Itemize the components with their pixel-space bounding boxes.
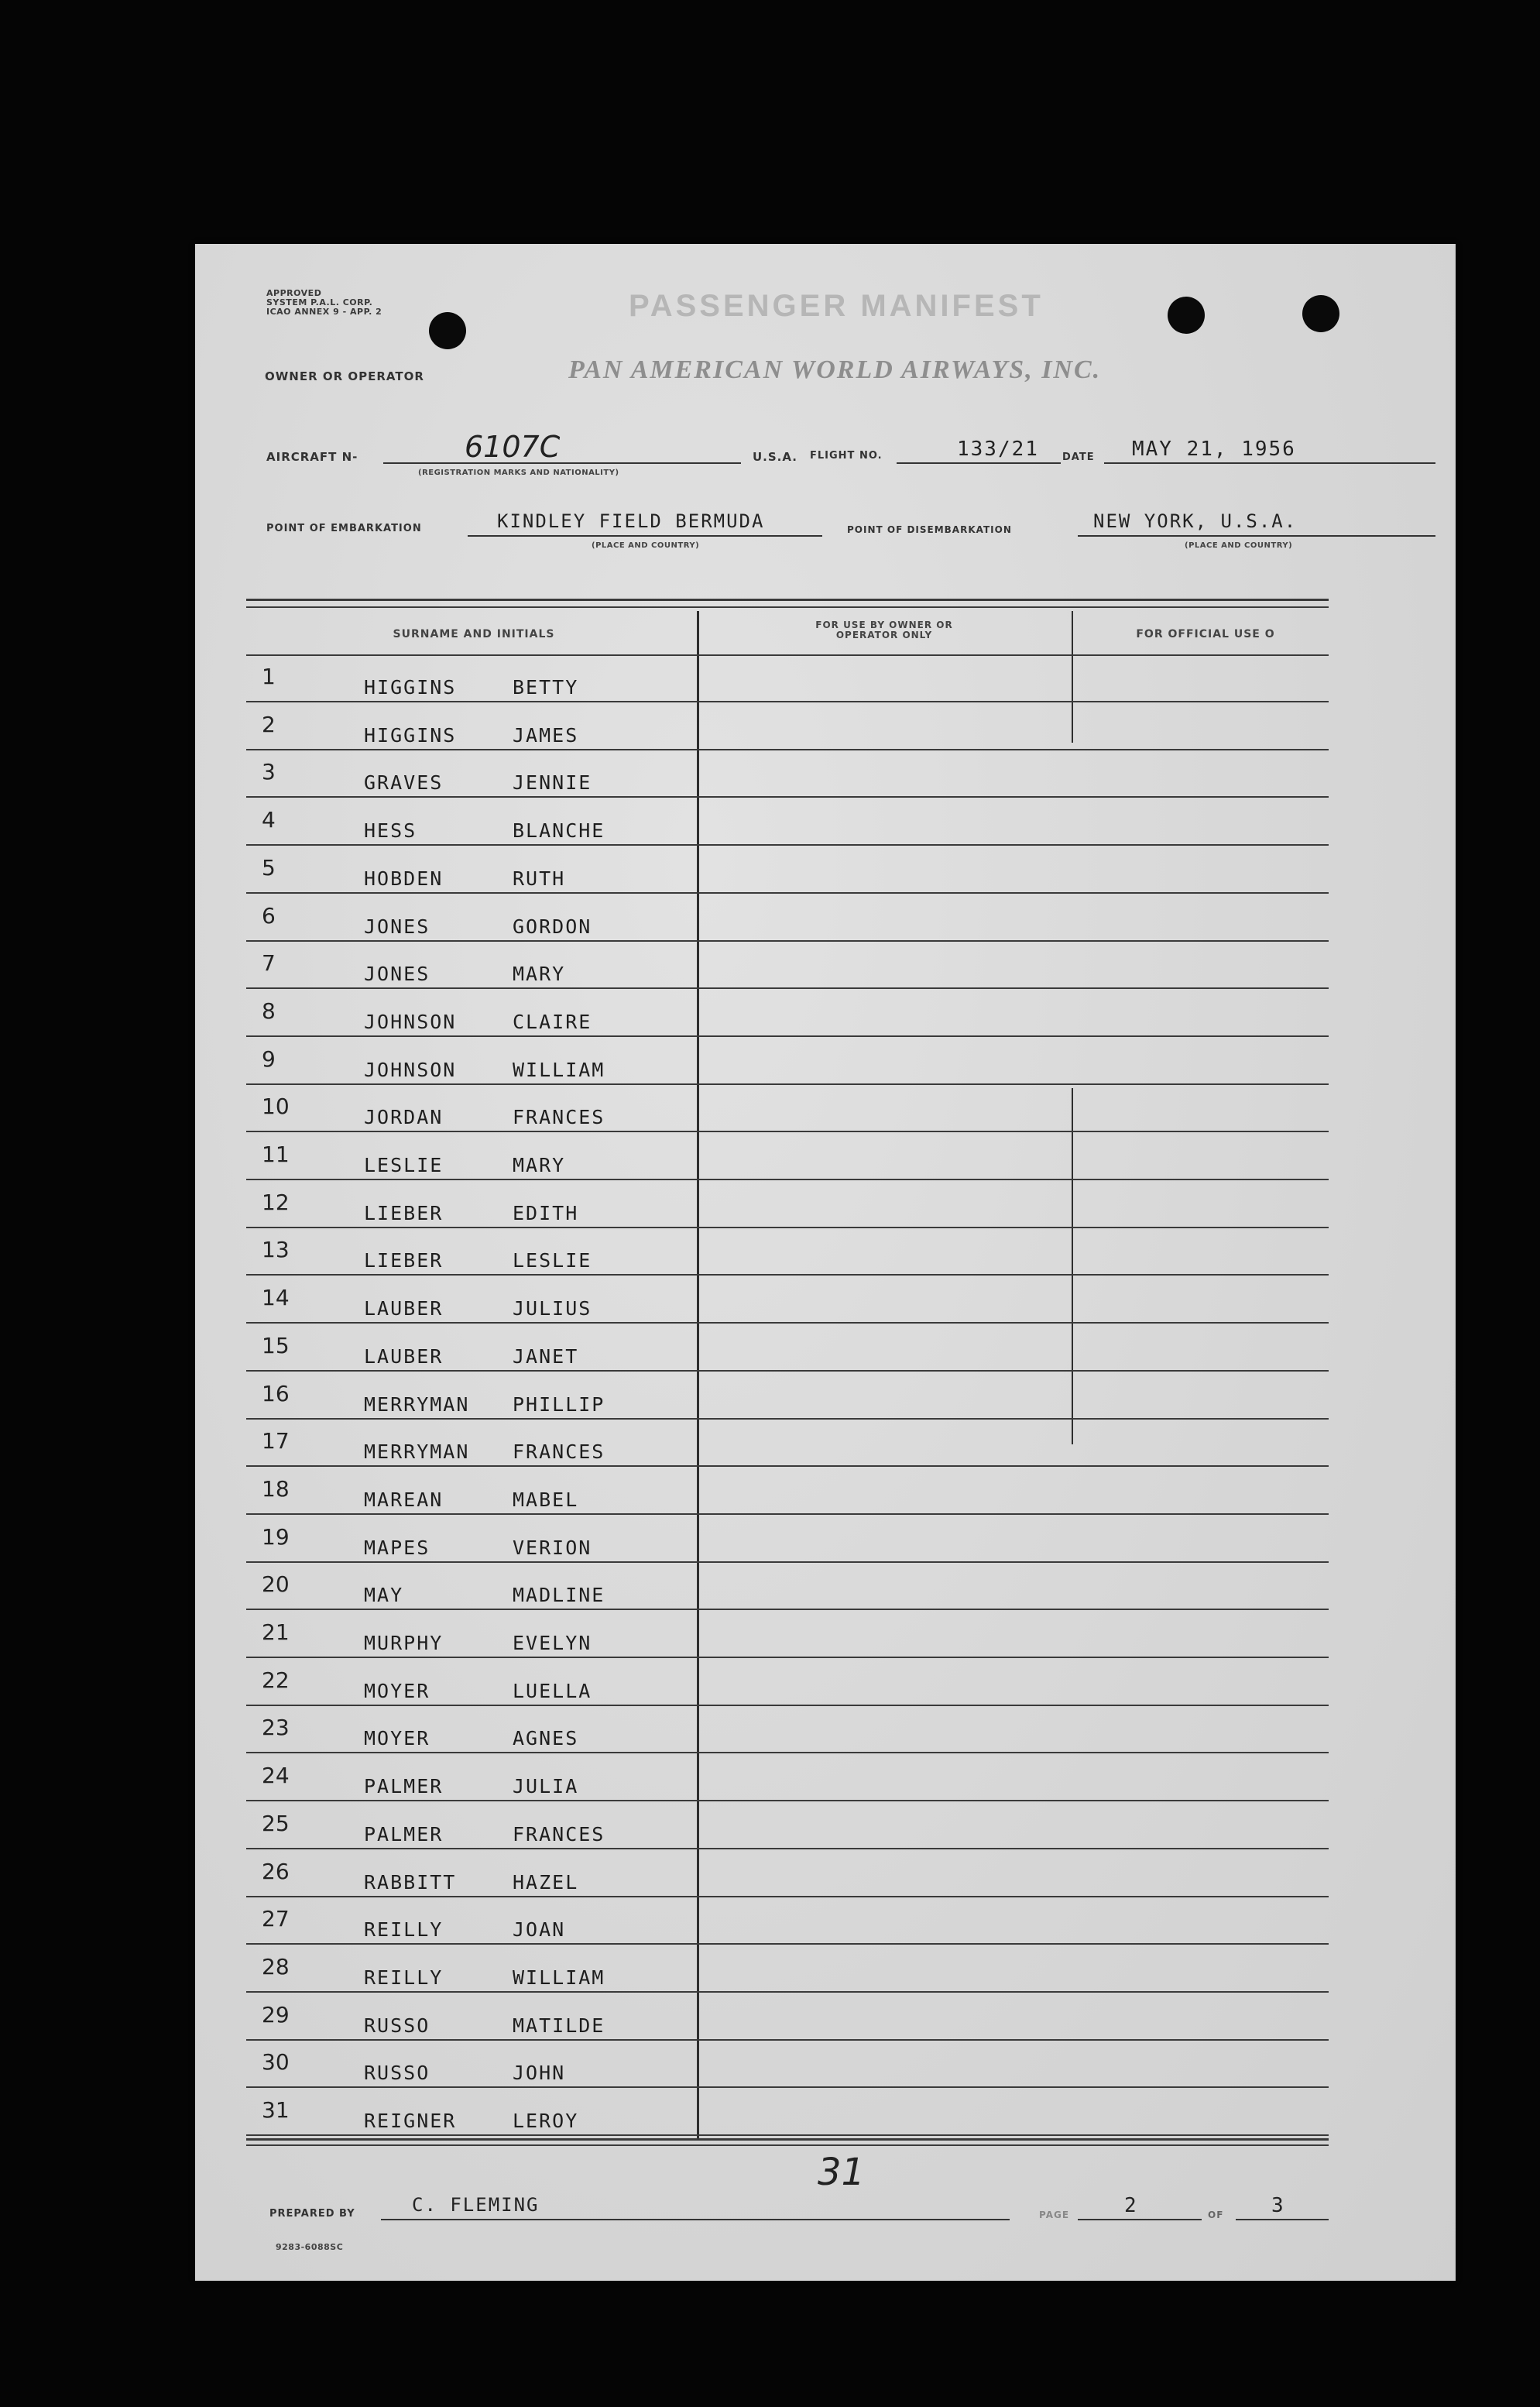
- of-label: OF: [1208, 2210, 1224, 2220]
- passenger-given-name: MADLINE: [513, 1584, 605, 1606]
- passenger-surname: REIGNER: [364, 2110, 457, 2132]
- passenger-given-name: VERION: [513, 1537, 592, 1559]
- of-value: 3: [1271, 2194, 1285, 2217]
- prepared-by-underline: [381, 2219, 1010, 2220]
- row-rule: [246, 1705, 1329, 1706]
- passenger-surname: MAY: [364, 1584, 404, 1606]
- row-rule: [246, 844, 1329, 846]
- passenger-surname: JOHNSON: [364, 1011, 457, 1033]
- row-number: 16: [262, 1381, 290, 1406]
- passenger-given-name: JOAN: [513, 1918, 566, 1941]
- flight-no-label: FLIGHT NO.: [810, 450, 883, 462]
- table-bottom-rule-2: [246, 2144, 1329, 2146]
- usa-label: U.S.A.: [753, 450, 797, 464]
- column-header-owner: FOR USE BY OWNER OR OPERATOR ONLY: [815, 620, 953, 640]
- embarkation-label: POINT OF EMBARKATION: [266, 523, 422, 534]
- passenger-surname: MAREAN: [364, 1488, 444, 1511]
- passenger-surname: REILLY: [364, 1966, 444, 1989]
- date-label: DATE: [1062, 452, 1095, 463]
- disembarkation-label: POINT OF DISEMBARKATION: [847, 524, 1012, 535]
- row-number: 2: [262, 712, 276, 737]
- passenger-surname: LAUBER: [364, 1345, 444, 1368]
- row-rule: [246, 1561, 1329, 1563]
- row-number: 22: [262, 1667, 290, 1693]
- row-number: 14: [262, 1285, 290, 1310]
- passenger-surname: MOYER: [364, 1680, 430, 1702]
- column-header-official: FOR OFFICIAL USE O: [1136, 628, 1275, 640]
- flight-no-value: 133/21: [957, 438, 1039, 461]
- approval-line: SYSTEM P.A.L. CORP.: [266, 297, 373, 307]
- row-number: 29: [262, 2002, 290, 2028]
- punch-hole-left: [429, 312, 466, 349]
- passenger-surname: MURPHY: [364, 1632, 444, 1654]
- column-header-name: SURNAME AND INITIALS: [393, 628, 555, 640]
- row-rule: [246, 749, 1329, 750]
- passenger-surname: JOHNSON: [364, 1059, 457, 1081]
- prepared-by-label: PREPARED BY: [269, 2208, 355, 2220]
- row-rule: [246, 701, 1329, 702]
- row-rule: [246, 940, 1329, 942]
- passenger-given-name: MARY: [513, 963, 566, 985]
- row-number: 23: [262, 1715, 290, 1740]
- aircraft-value: 6107C: [465, 430, 561, 464]
- passenger-surname: JORDAN: [364, 1106, 444, 1128]
- passenger-given-name: MATILDE: [513, 2014, 605, 2037]
- passenger-given-name: PHILLIP: [513, 1393, 605, 1416]
- passenger-surname: MERRYMAN: [364, 1440, 470, 1463]
- row-rule: [246, 2039, 1329, 2041]
- approval-line: ICAO ANNEX 9 - APP. 2: [266, 307, 382, 317]
- row-rule: [246, 1131, 1329, 1132]
- passenger-surname: MAPES: [364, 1537, 430, 1559]
- passenger-surname: PALMER: [364, 1775, 444, 1798]
- company-name: PAN AMERICAN WORLD AIRWAYS, INC.: [568, 355, 1102, 384]
- owner-column-divider-lower: [1072, 1088, 1073, 1444]
- passenger-given-name: JAMES: [513, 724, 579, 747]
- row-number: 31: [262, 2097, 290, 2123]
- row-number: 18: [262, 1476, 290, 1502]
- form-number: 9283-6088SC: [276, 2242, 344, 2252]
- handwritten-total: 31: [818, 2151, 866, 2194]
- row-number: 12: [262, 1190, 290, 1215]
- row-number: 4: [262, 807, 276, 833]
- row-rule: [246, 1991, 1329, 1993]
- disembarkation-caption: (PLACE AND COUNTRY): [1185, 541, 1293, 550]
- passenger-surname: LESLIE: [364, 1154, 444, 1176]
- passenger-surname: HIGGINS: [364, 676, 457, 699]
- aircraft-label: AIRCRAFT N-: [266, 450, 358, 464]
- passenger-given-name: CLAIRE: [513, 1011, 592, 1033]
- row-rule: [246, 1083, 1329, 1085]
- row-rule: [246, 1370, 1329, 1372]
- passenger-surname: REILLY: [364, 1918, 444, 1941]
- row-rule: [246, 1752, 1329, 1753]
- page-title: PASSENGER MANIFEST: [629, 289, 1044, 323]
- row-number: 21: [262, 1619, 290, 1645]
- name-column-divider: [697, 611, 699, 2138]
- disembarkation-value: NEW YORK, U.S.A.: [1093, 510, 1298, 532]
- row-number: 13: [262, 1237, 290, 1262]
- passenger-given-name: FRANCES: [513, 1823, 605, 1846]
- row-rule: [246, 1418, 1329, 1420]
- passenger-given-name: LUELLA: [513, 1680, 592, 1702]
- passenger-given-name: WILLIAM: [513, 1059, 605, 1081]
- passenger-given-name: EVELYN: [513, 1632, 592, 1654]
- passenger-given-name: EDITH: [513, 1202, 579, 1224]
- aircraft-underline: [383, 462, 741, 464]
- row-number: 20: [262, 1571, 290, 1597]
- passenger-given-name: AGNES: [513, 1727, 579, 1749]
- page-value: 2: [1124, 2194, 1138, 2217]
- punch-hole-middle: [1168, 297, 1205, 334]
- passenger-surname: JONES: [364, 963, 430, 985]
- row-rule: [246, 892, 1329, 894]
- passenger-surname: LIEBER: [364, 1202, 444, 1224]
- date-underline: [1104, 462, 1435, 464]
- passenger-given-name: MARY: [513, 1154, 566, 1176]
- passenger-given-name: BETTY: [513, 676, 579, 699]
- passenger-given-name: MABEL: [513, 1488, 579, 1511]
- row-rule: [246, 1943, 1329, 1945]
- date-value: MAY 21, 1956: [1132, 438, 1296, 461]
- passenger-surname: JONES: [364, 915, 430, 938]
- row-rule: [246, 2134, 1329, 2136]
- row-number: 30: [262, 2049, 290, 2075]
- row-number: 27: [262, 1906, 290, 1931]
- manifest-page: [195, 244, 1456, 2281]
- of-underline: [1236, 2219, 1329, 2220]
- row-number: 17: [262, 1428, 290, 1454]
- passenger-surname: PALMER: [364, 1823, 444, 1846]
- row-rule: [246, 1227, 1329, 1228]
- page-label: PAGE: [1039, 2210, 1070, 2220]
- table-top-rule-2: [246, 606, 1329, 608]
- disembarkation-underline: [1078, 535, 1435, 537]
- passenger-given-name: JULIA: [513, 1775, 579, 1798]
- flight-no-underline: [897, 462, 1061, 464]
- table-top-rule: [246, 599, 1329, 601]
- passenger-surname: RUSSO: [364, 2062, 430, 2084]
- row-number: 11: [262, 1142, 290, 1167]
- row-rule: [246, 1848, 1329, 1849]
- embarkation-underline: [468, 535, 822, 537]
- row-number: 9: [262, 1046, 276, 1072]
- passenger-given-name: JENNIE: [513, 771, 592, 794]
- table-header-rule: [246, 654, 1329, 656]
- row-rule: [246, 1800, 1329, 1801]
- embarkation-value: KINDLEY FIELD BERMUDA: [497, 510, 765, 532]
- row-number: 5: [262, 855, 276, 881]
- passenger-given-name: RUTH: [513, 867, 566, 890]
- row-rule: [246, 1896, 1329, 1897]
- passenger-given-name: JOHN: [513, 2062, 566, 2084]
- row-number: 28: [262, 1954, 290, 1980]
- passenger-surname: HESS: [364, 819, 417, 842]
- row-number: 26: [262, 1859, 290, 1884]
- passenger-given-name: JANET: [513, 1345, 579, 1368]
- row-rule: [246, 1274, 1329, 1276]
- approval-block: [266, 289, 413, 317]
- passenger-given-name: FRANCES: [513, 1440, 605, 1463]
- row-rule: [246, 2086, 1329, 2088]
- row-number: 1: [262, 664, 276, 689]
- row-number: 25: [262, 1811, 290, 1836]
- passenger-given-name: FRANCES: [513, 1106, 605, 1128]
- row-number: 15: [262, 1333, 290, 1358]
- passenger-surname: GRAVES: [364, 771, 444, 794]
- passenger-given-name: HAZEL: [513, 1871, 579, 1894]
- owner-column-divider: [1072, 611, 1073, 743]
- passenger-surname: LAUBER: [364, 1297, 444, 1320]
- row-number: 8: [262, 998, 276, 1024]
- row-rule: [246, 1179, 1329, 1180]
- passenger-surname: RABBITT: [364, 1871, 457, 1894]
- passenger-given-name: LESLIE: [513, 1249, 592, 1272]
- row-rule: [246, 1657, 1329, 1658]
- passenger-given-name: WILLIAM: [513, 1966, 605, 1989]
- passenger-given-name: GORDON: [513, 915, 592, 938]
- row-number: 3: [262, 759, 276, 785]
- row-rule: [246, 1465, 1329, 1467]
- table-bottom-rule: [246, 2138, 1329, 2141]
- row-rule: [246, 1035, 1329, 1037]
- row-rule: [246, 1513, 1329, 1515]
- passenger-surname: MERRYMAN: [364, 1393, 470, 1416]
- prepared-by-value: C. FLEMING: [412, 2194, 540, 2216]
- row-number: 6: [262, 903, 276, 929]
- passenger-given-name: JULIUS: [513, 1297, 592, 1320]
- page-underline: [1078, 2219, 1202, 2220]
- row-rule: [246, 796, 1329, 798]
- row-number: 24: [262, 1763, 290, 1788]
- row-number: 10: [262, 1094, 290, 1119]
- passenger-surname: MOYER: [364, 1727, 430, 1749]
- passenger-surname: HOBDEN: [364, 867, 444, 890]
- embarkation-caption: (PLACE AND COUNTRY): [592, 541, 700, 550]
- row-rule: [246, 1609, 1329, 1610]
- row-rule: [246, 987, 1329, 989]
- owner-label: OWNER OR OPERATOR: [265, 369, 424, 383]
- passenger-given-name: LEROY: [513, 2110, 579, 2132]
- punch-hole-right: [1302, 295, 1339, 332]
- passenger-surname: HIGGINS: [364, 724, 457, 747]
- passenger-given-name: BLANCHE: [513, 819, 605, 842]
- row-number: 19: [262, 1524, 290, 1550]
- row-number: 7: [262, 950, 276, 976]
- approval-line: APPROVED: [266, 288, 322, 298]
- passenger-surname: LIEBER: [364, 1249, 444, 1272]
- aircraft-caption: (REGISTRATION MARKS AND NATIONALITY): [418, 469, 619, 477]
- passenger-surname: RUSSO: [364, 2014, 430, 2037]
- row-rule: [246, 1322, 1329, 1324]
